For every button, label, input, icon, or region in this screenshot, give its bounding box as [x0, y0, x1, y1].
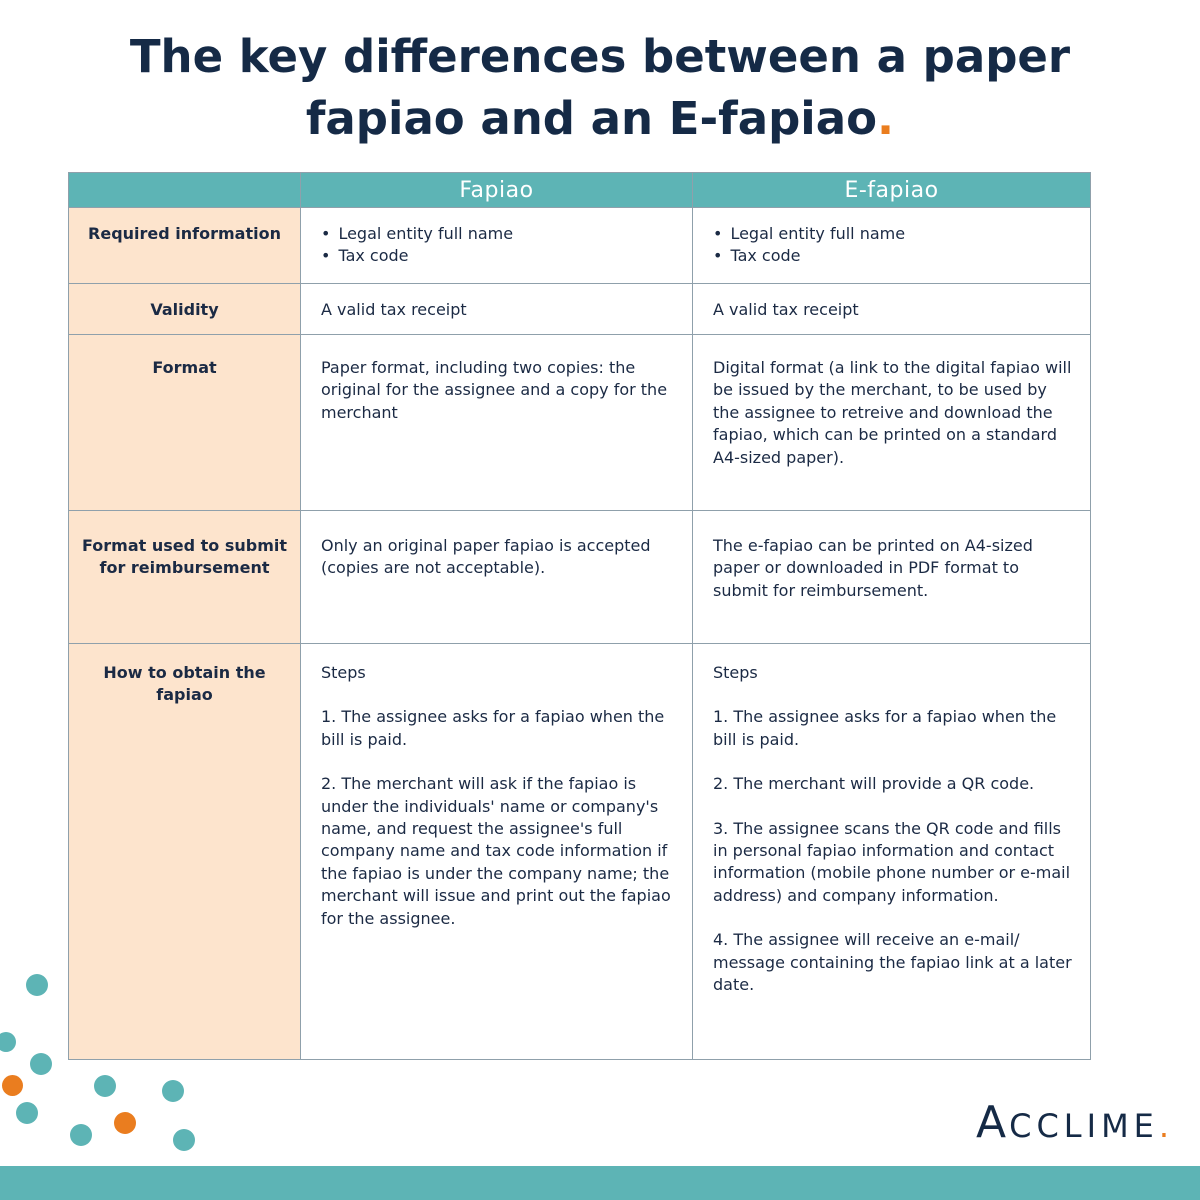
table-row — [69, 335, 1091, 511]
logo-dot: . — [1158, 1107, 1170, 1145]
list-item: • Tax code — [321, 245, 678, 267]
dot-decoration — [0, 1032, 16, 1052]
cell-text: 4. The assignee will receive an e-mail/ message containing the fapiao link at a later date. — [713, 930, 1072, 995]
list-item: • Legal entity full name — [713, 223, 1076, 245]
fapiao-validity — [301, 284, 693, 335]
table-row — [69, 208, 1091, 284]
fapiao-submit-format — [301, 511, 693, 644]
title-line-1: The key differences between a paper — [129, 30, 1071, 83]
cell-text: 2. The merchant will ask if the fapiao is under the individuals' name or company's name, and request the assignee's full company name and tax code information if the fapiao is under the company name; the merchant will issue and print out the fapiao for the assignee. — [321, 774, 671, 928]
cell-text: 1. The assignee asks for a fapiao when the bill is paid. — [713, 707, 1057, 749]
title-line-2 — [0, 88, 1200, 150]
header-efapiao: E-fapiao — [693, 173, 1091, 208]
table-row — [69, 644, 1091, 1060]
bullet-list — [713, 223, 1076, 268]
title-accent-dot: . — [877, 92, 895, 145]
bullet-list — [321, 223, 678, 268]
cell-text: Steps — [321, 663, 366, 682]
table-row — [69, 284, 1091, 335]
title-line-2-text: fapiao and an E-fapiao — [305, 92, 878, 145]
row-label-format: Format — [69, 335, 301, 511]
efapiao-format — [693, 335, 1091, 511]
efapiao-how-to-obtain — [693, 644, 1091, 1060]
fapiao-how-to-obtain — [301, 644, 693, 1060]
header-fapiao: Fapiao — [301, 173, 693, 208]
dot-decoration — [70, 1124, 92, 1146]
cell-text: 1. The assignee asks for a fapiao when the bill is paid. — [321, 707, 665, 749]
acclime-logo — [976, 1098, 1169, 1148]
dot-decoration — [173, 1129, 195, 1151]
table-header-row — [69, 173, 1091, 208]
cell-text: 3. The assignee scans the QR code and fills in personal fapiao information and contact information (mobile phone number or e-mail address) and company information. — [713, 818, 1071, 905]
efapiao-submit-format — [693, 511, 1091, 644]
efapiao-validity — [693, 284, 1091, 335]
dot-decoration — [30, 1053, 52, 1075]
dot-decoration — [2, 1075, 23, 1096]
header-empty — [69, 173, 301, 208]
list-item: • Tax code — [713, 245, 1076, 267]
row-label-submit-format: Format used to submit for reimbursement — [69, 511, 301, 644]
cell-text: 2. The merchant will provide a QR code. — [713, 774, 1035, 794]
row-label-required-information: Required information — [69, 208, 301, 284]
footer-bar — [0, 1166, 1200, 1200]
fapiao-required-information — [301, 208, 693, 284]
dot-decoration — [114, 1112, 136, 1134]
efapiao-required-information — [693, 208, 1091, 284]
table-row — [69, 511, 1091, 644]
row-label-validity: Validity — [69, 284, 301, 335]
cell-text: A valid tax receipt — [321, 300, 467, 319]
cell-text: A valid tax receipt — [713, 300, 859, 319]
dot-decoration — [16, 1102, 38, 1124]
cell-text: Paper format, including two copies: the original for the assignee and a copy for the merchant — [321, 358, 668, 422]
page-title — [0, 26, 1200, 150]
list-item: • Legal entity full name — [321, 223, 678, 245]
comparison-table — [68, 172, 1091, 1060]
logo-rest: CCLIME — [1009, 1107, 1159, 1145]
row-label-how-to-obtain: How to obtain the fapiao — [69, 644, 301, 1060]
dot-decoration — [26, 974, 48, 996]
logo-initial: A — [976, 1097, 1010, 1148]
dot-decoration — [162, 1080, 184, 1102]
cell-text: The e-fapiao can be printed on A4-sized paper or downloaded in PDF format to submit for reimbursement. — [713, 536, 1033, 600]
cell-text: Steps — [713, 663, 758, 682]
dot-decoration — [94, 1075, 116, 1097]
cell-text: Only an original paper fapiao is accepted (copies are not acceptable). — [321, 536, 651, 578]
fapiao-format — [301, 335, 693, 511]
cell-text: Digital format (a link to the digital fapiao will be issued by the merchant, to be used by the assignee to retreive and download the fapiao, which can be printed on a standard A4-sized paper). — [713, 358, 1072, 467]
